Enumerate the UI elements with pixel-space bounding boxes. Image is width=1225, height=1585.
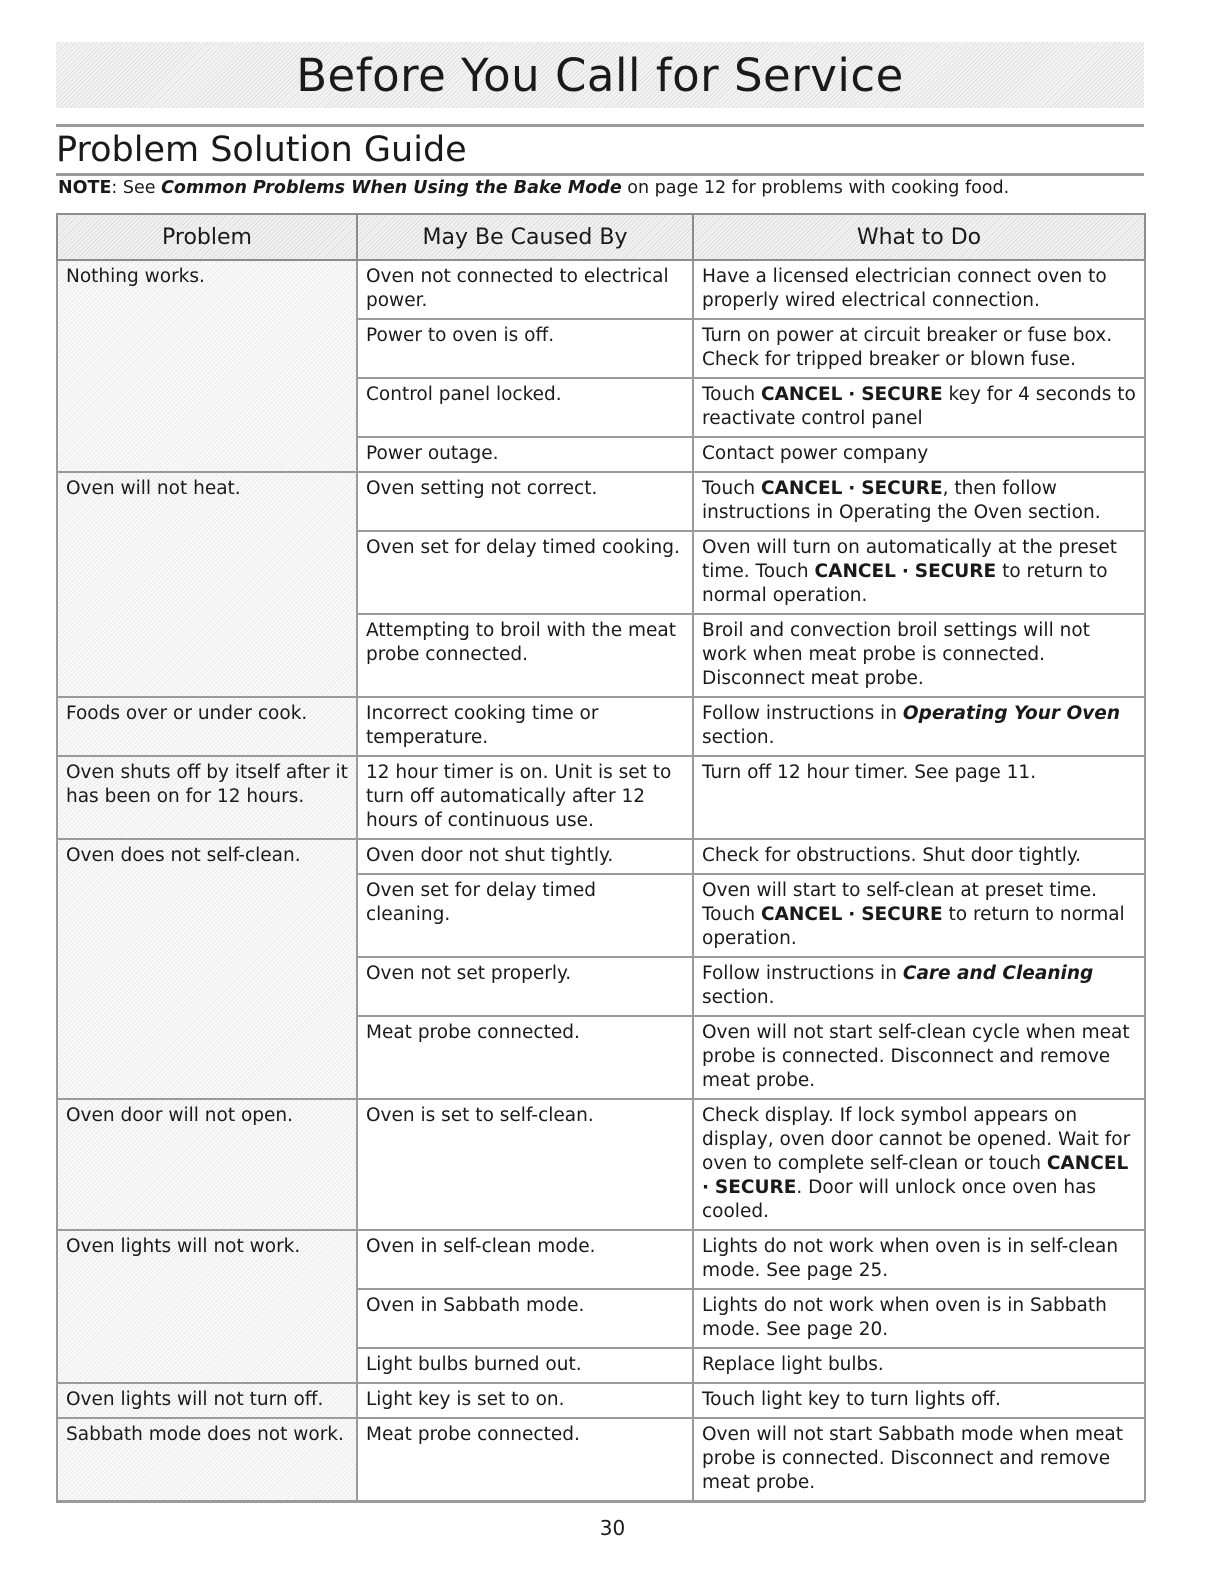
cause-cell: Light key is set to on.: [357, 1383, 693, 1418]
page-banner: [56, 42, 1144, 108]
cause-cell: Light bulbs burned out.: [357, 1348, 693, 1383]
solution-cell: Touch light key to turn lights off.: [693, 1383, 1145, 1418]
column-header-problem: Problem: [57, 214, 357, 260]
solution-cell: [693, 472, 1145, 531]
solution-cell: [693, 531, 1145, 614]
cause-cell: Power to oven is off.: [357, 319, 693, 378]
key-separator: ·: [848, 478, 856, 499]
solution-text: to return to normal operation.: [702, 904, 1125, 949]
problem-cell: Oven lights will not turn off.: [57, 1383, 357, 1418]
solution-text: Touch: [702, 478, 761, 499]
cause-cell: Oven in self-clean mode.: [357, 1230, 693, 1289]
table-row: [57, 1230, 1145, 1289]
problem-cell: Nothing works.: [57, 260, 357, 472]
solution-text: Follow instructions in: [702, 963, 903, 984]
solution-text: Check display. If lock symbol appears on display, oven door cannot be opened. Wait for oven to complete self-clean or touch: [702, 1105, 1131, 1174]
section-reference: Operating Your Oven: [902, 703, 1120, 724]
column-header-action: What to Do: [693, 214, 1145, 260]
cause-cell: Meat probe connected.: [357, 1418, 693, 1501]
solution-text: Touch: [702, 384, 761, 405]
problem-cell: Sabbath mode does not work.: [57, 1418, 357, 1501]
solution-cell: [693, 874, 1145, 957]
solution-cell: Turn on power at circuit breaker or fuse box. Check for tripped breaker or blown fuse.: [693, 319, 1145, 378]
section-reference: Care and Cleaning: [902, 963, 1094, 984]
solution-cell: Contact power company: [693, 437, 1145, 472]
key-separator: ·: [848, 904, 856, 925]
key-separator: ·: [901, 561, 909, 582]
cause-cell: Oven setting not correct.: [357, 472, 693, 531]
table-row: [57, 756, 1145, 839]
solution-text: Follow instructions in: [702, 703, 903, 724]
note-prefix: : See: [111, 178, 162, 198]
solution-text: Oven will start to self-clean at preset time. Touch: [702, 880, 1097, 925]
solution-cell: [693, 957, 1145, 1016]
table-row: [57, 1099, 1145, 1230]
problem-cell: Oven does not self-clean.: [57, 839, 357, 1099]
solution-text: Oven will turn on automatically at the preset time. Touch: [702, 537, 1118, 582]
note: [58, 178, 1009, 198]
cause-cell: Oven set for delay timed cooking.: [357, 531, 693, 614]
table-row: [57, 697, 1145, 756]
cause-cell: Power outage.: [357, 437, 693, 472]
table-row: [57, 1383, 1145, 1418]
solution-cell: Oven will not start self-clean cycle when meat probe is connected. Disconnect and remove meat probe.: [693, 1016, 1145, 1099]
page-title: Before You Call for Service: [296, 48, 904, 102]
secure-key-label: SECURE: [861, 478, 943, 499]
problem-cell: Foods over or under cook.: [57, 697, 357, 756]
note-label: NOTE: [58, 178, 112, 198]
problem-cell: Oven will not heat.: [57, 472, 357, 697]
page-number: 30: [599, 1516, 626, 1540]
footer-divider: [56, 1500, 1144, 1503]
key-separator: ·: [848, 384, 856, 405]
cancel-key-label: CANCEL: [760, 904, 843, 925]
secure-key-label: SECURE: [714, 1177, 797, 1198]
cause-cell: Oven not connected to electrical power.: [357, 260, 693, 319]
section-title: Problem Solution Guide: [56, 124, 1144, 176]
table-row: [57, 1418, 1145, 1501]
secure-key-label: SECURE: [914, 561, 997, 582]
table-header-row: [57, 214, 1145, 260]
note-reference: Common Problems When Using the Bake Mode: [161, 178, 622, 198]
cause-cell: 12 hour timer is on. Unit is set to turn off automatically after 12 hours of continuous use.: [357, 756, 693, 839]
problem-cell: Oven door will not open.: [57, 1099, 357, 1230]
secure-key-label: SECURE: [861, 384, 943, 405]
cause-cell: Oven set for delay timed cleaning.: [357, 874, 693, 957]
problem-solution-table: [56, 213, 1146, 1502]
solution-text: key for 4 seconds to reactivate control panel: [702, 384, 1136, 429]
cancel-key-label: CANCEL: [814, 561, 896, 582]
cause-cell: Oven door not shut tightly.: [357, 839, 693, 874]
solution-text: . Door will unlock once oven has cooled.: [702, 1177, 1097, 1222]
table-row: [57, 839, 1145, 874]
cause-cell: Control panel locked.: [357, 378, 693, 437]
cause-cell: Attempting to broil with the meat probe connected.: [357, 614, 693, 697]
solution-cell: Lights do not work when oven is in self-clean mode. See page 25.: [693, 1230, 1145, 1289]
solution-cell: [693, 697, 1145, 756]
solution-cell: Check for obstructions. Shut door tightly.: [693, 839, 1145, 874]
key-separator: ·: [702, 1177, 710, 1198]
solution-cell: Have a licensed electrician connect oven to properly wired electrical connection.: [693, 260, 1145, 319]
solution-text: , then follow instructions in Operating the Oven section.: [702, 478, 1101, 523]
solution-cell: Broil and convection broil settings will not work when meat probe is connected. Disconnect meat probe.: [693, 614, 1145, 697]
problem-cell: Oven lights will not work.: [57, 1230, 357, 1383]
solution-cell: [693, 378, 1145, 437]
cause-cell: Oven in Sabbath mode.: [357, 1289, 693, 1348]
secure-key-label: SECURE: [861, 904, 943, 925]
solution-text: section.: [702, 727, 775, 748]
solution-cell: Turn off 12 hour timer. See page 11.: [693, 756, 1145, 839]
problem-cell: Oven shuts off by itself after it has been on for 12 hours.: [57, 756, 357, 839]
cancel-key-label: CANCEL: [760, 384, 843, 405]
column-header-cause: May Be Caused By: [357, 214, 693, 260]
cancel-key-label: CANCEL: [760, 478, 843, 499]
note-suffix: on page 12 for problems with cooking food.: [621, 178, 1010, 198]
table-row: [57, 472, 1145, 531]
table-row: [57, 260, 1145, 319]
cause-cell: Meat probe connected.: [357, 1016, 693, 1099]
solution-text: to return to normal operation.: [702, 561, 1108, 606]
cause-cell: Incorrect cooking time or temperature.: [357, 697, 693, 756]
solution-cell: Replace light bulbs.: [693, 1348, 1145, 1383]
solution-cell: Oven will not start Sabbath mode when meat probe is connected. Disconnect and remove meat probe.: [693, 1418, 1145, 1501]
cancel-key-label: CANCEL: [1046, 1153, 1129, 1174]
solution-cell: [693, 1099, 1145, 1230]
cause-cell: Oven is set to self-clean.: [357, 1099, 693, 1230]
cause-cell: Oven not set properly.: [357, 957, 693, 1016]
solution-cell: Lights do not work when oven is in Sabbath mode. See page 20.: [693, 1289, 1145, 1348]
solution-text: section.: [702, 987, 775, 1008]
